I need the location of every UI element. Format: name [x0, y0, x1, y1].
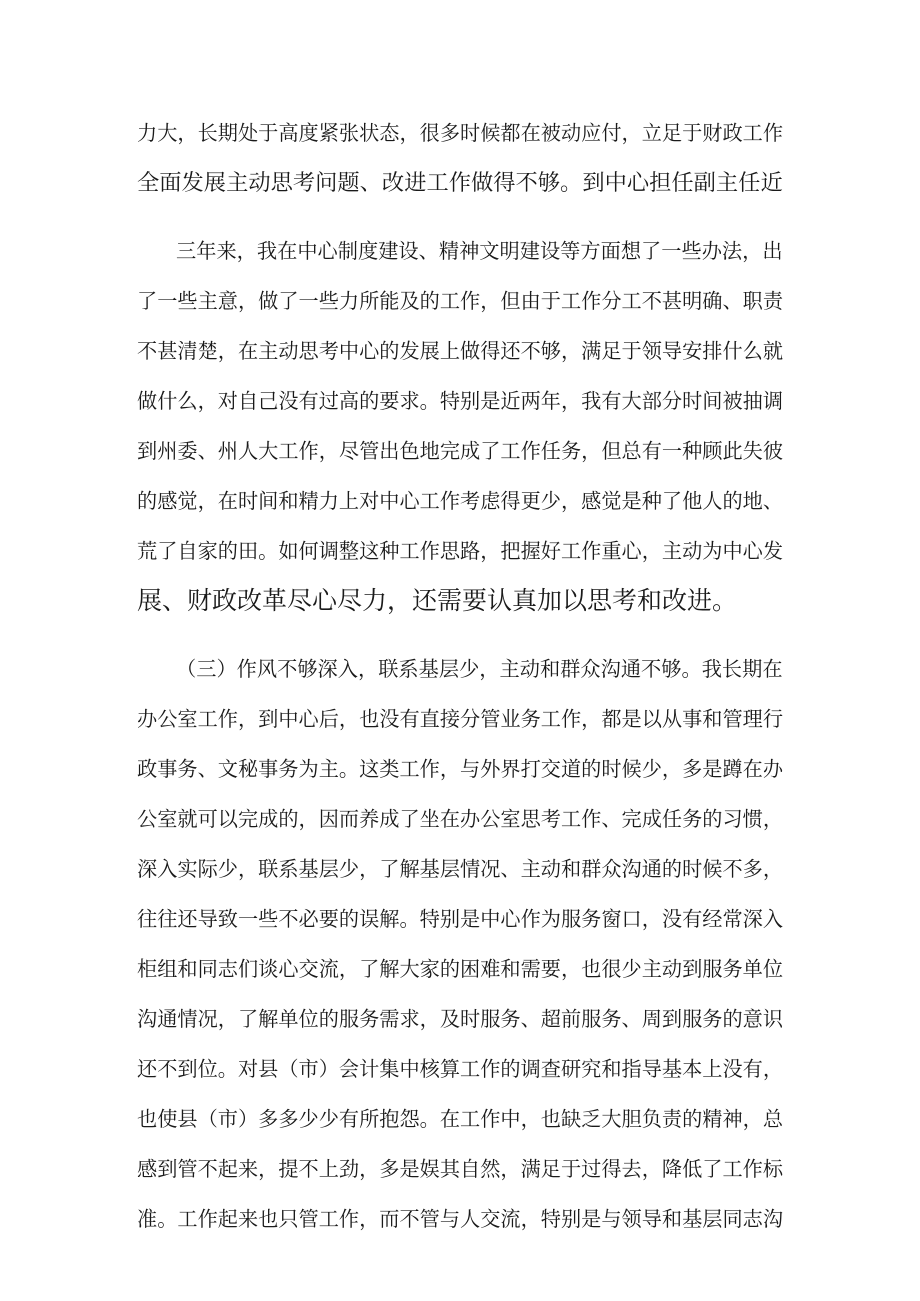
text-line: 柜组和同志们谈心交流，了解大家的困难和需要，也很少主动到服务单位: [137, 957, 784, 981]
text-line: 到州委、州人大工作，尽管出色地完成了工作任务，但总有一种顾此失彼: [137, 439, 784, 463]
text-line: 展、财政改革尽心尽力，还需要认真加以思考和改进。: [137, 586, 738, 615]
text-line: 办公室工作，到中心后，也没有直接分管业务工作，都是以从事和管理行: [137, 707, 784, 731]
text-line: （三）作风不够深入，联系基层少，主动和群众沟通不够。我长期在: [176, 657, 783, 681]
text-line: 沟通情况，了解单位的服务需求，及时服务、超前服务、周到服务的意识: [137, 1007, 784, 1031]
text-line: 的感觉，在时间和精力上对中心工作考虑得更少，感觉是种了他人的地、: [137, 489, 784, 513]
text-line: 三年来，我在中心制度建设、精神文明建设等方面想了一些办法，出: [176, 239, 783, 263]
text-line: 还不到位。对县（市）会计集中核算工作的调查研究和指导基本上没有，: [137, 1057, 784, 1081]
text-line: 全面发展主动思考问题、改进工作做得不够。到中心担任副主任近: [137, 170, 783, 196]
text-line: 不甚清楚，在主动思考中心的发展上做得还不够，满足于领导安排什么就: [137, 339, 784, 363]
text-line: 往往还导致一些不必要的误解。特别是中心作为服务窗口，没有经常深入: [137, 907, 784, 931]
text-line: 荒了自家的田。如何调整这种工作思路，把握好工作重心，主动为中心发: [137, 539, 784, 563]
text-line: 做什么，对自己没有过高的要求。特别是近两年，我有大部分时间被抽调: [137, 389, 784, 413]
text-line: 感到管不起来，提不上劲，多是娱其自然，满足于过得去，降低了工作标: [137, 1157, 784, 1181]
text-line: 力大，长期处于高度紧张状态，很多时候都在被动应付，立足于财政工作: [137, 121, 784, 145]
text-line: 了一些主意，做了一些力所能及的工作，但由于工作分工不甚明确、职责: [137, 289, 784, 313]
text-line: 准。工作起来也只管工作，而不管与人交流，特别是与领导和基层同志沟: [137, 1207, 784, 1231]
text-line: 也使县（市）多多少少有所抱怨。在工作中，也缺乏大胆负责的精神，总: [137, 1107, 784, 1131]
text-line: 公室就可以完成的，因而养成了坐在办公室思考工作、完成任务的习惯，: [137, 807, 784, 831]
text-line: 深入实际少，联系基层少，了解基层情况、主动和群众沟通的时候不多，: [137, 857, 784, 881]
text-line: 政事务、文秘事务为主。这类工作，与外界打交道的时候少，多是蹲在办: [137, 757, 784, 781]
